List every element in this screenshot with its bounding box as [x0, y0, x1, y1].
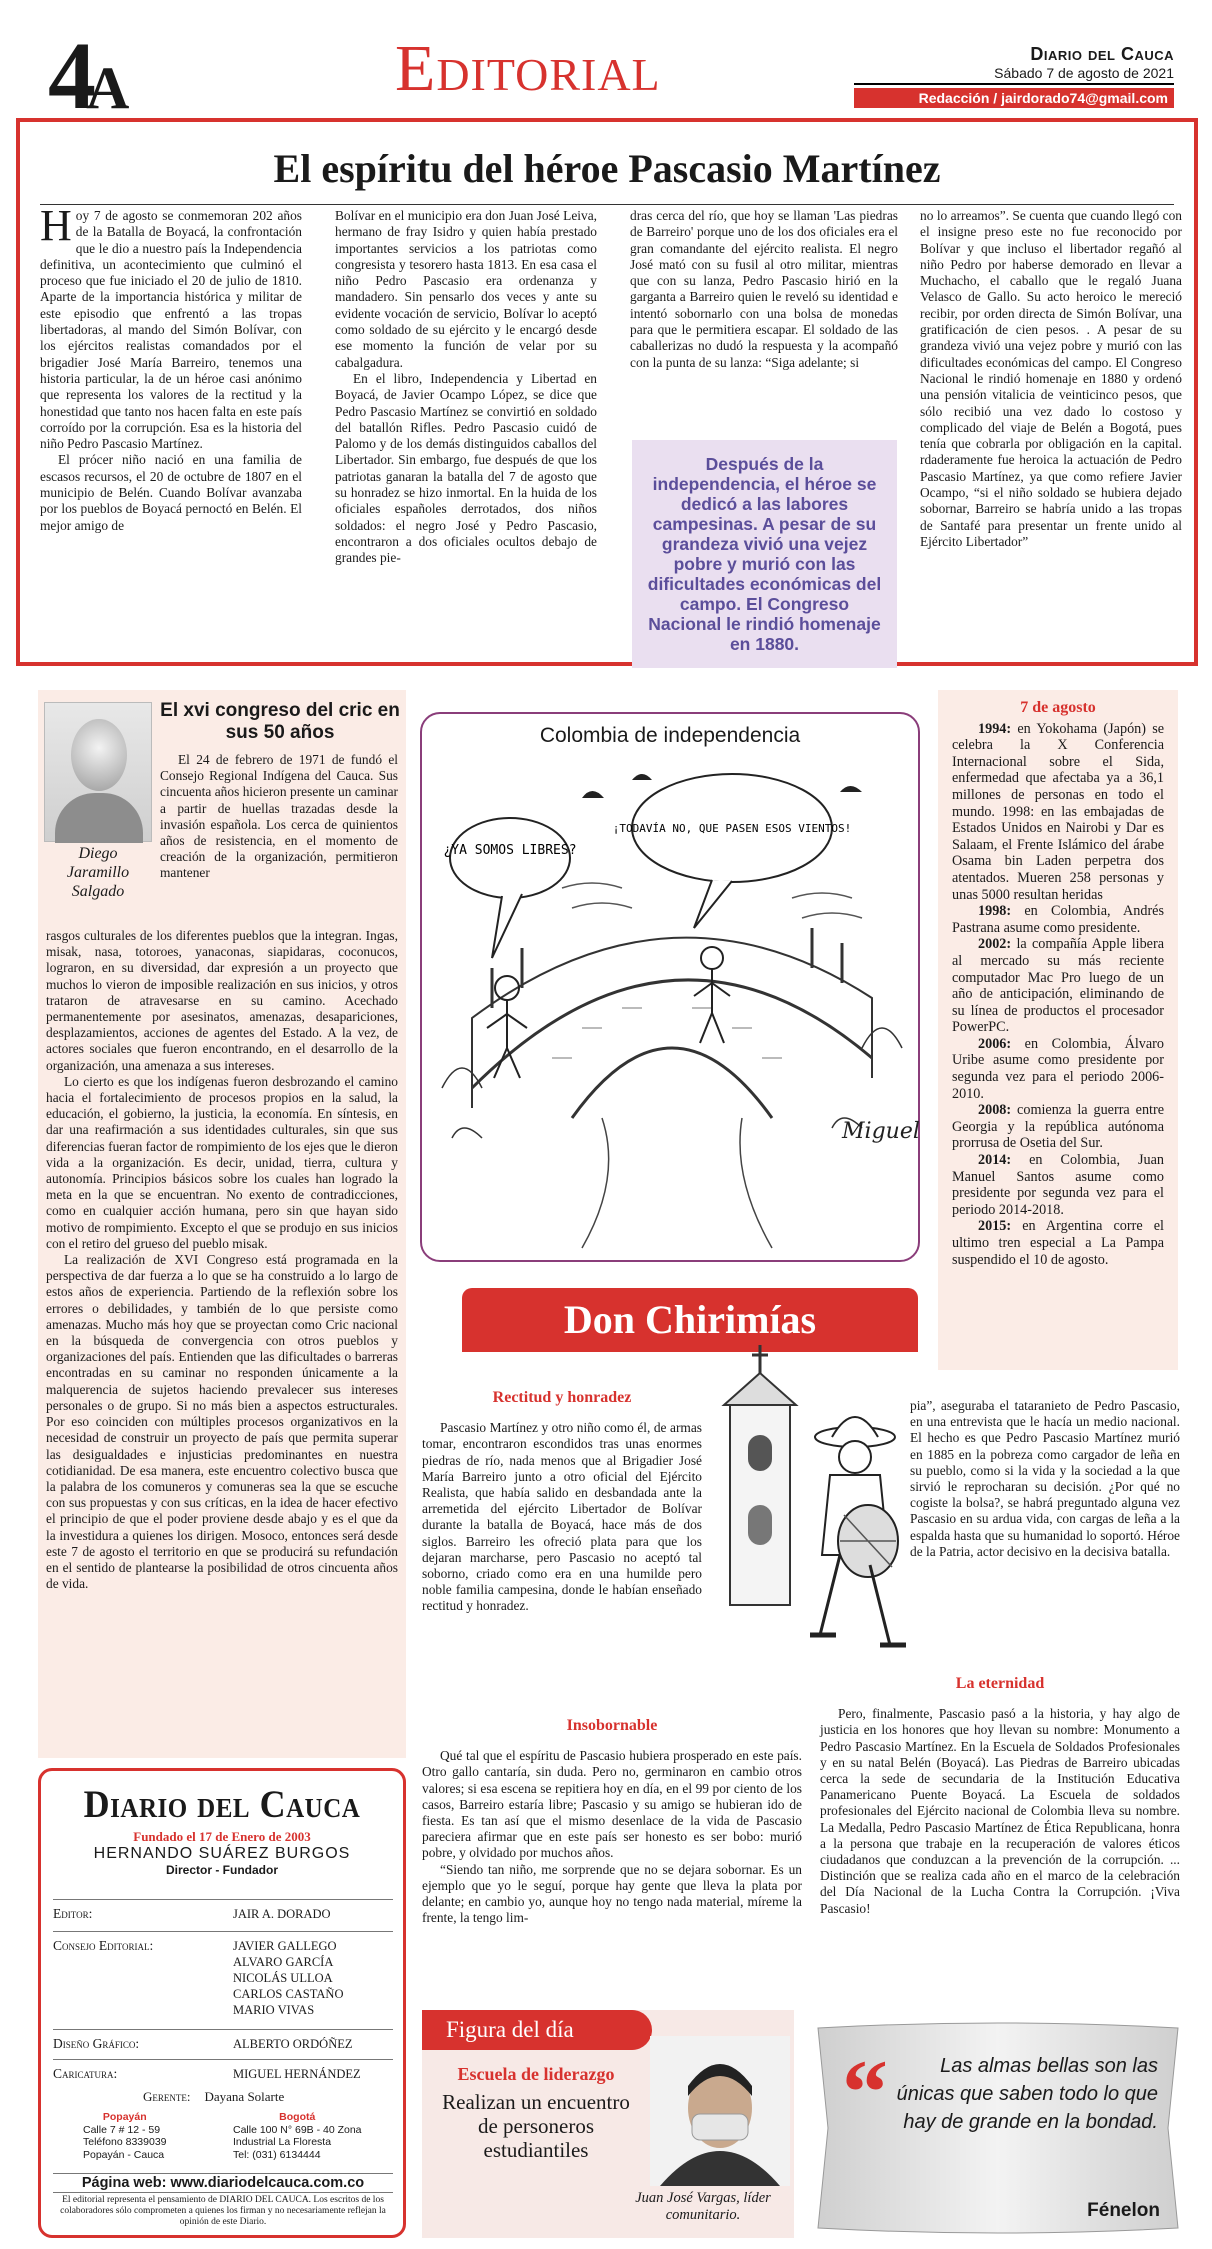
editorial-column-1: Hoy 7 de agosto se conmemoran 202 años de la Batalla de Boyacá, la confrontación que le dio a nuestro país la Independencia definitiva, un acontecimiento que culminó el proceso que fue iniciado el 20 de julio de 1810. Aparte de la importancia histórica y militar de este episodio que enfrentó a las tropas libertadoras, al mando del Simón Bolívar, con los ejércitos realistas comandados por el brigadier José María Barreiro, tenemos una historia particular, la de un héroe casi anónimo que representa los valores de la rectitud y la honestidad que tanto nos hacen falta en este país corroído por la corrupción. Esa es la historia del niño Pedro Pascasio Martínez. El prócer niño nació en una familia de escasos recursos, el 20 de octubre de 1807 en el municipio de Belén. Cuando Bolívar avanzaba por los pueblos de Boyacá pernoctó en Belén. El mejor amigo de — [40, 201, 302, 533]
editorial-box — [16, 118, 1198, 666]
founder-role: Director - Fundador — [165, 1863, 278, 1877]
opinion-column — [38, 690, 406, 1758]
issue-date: Sábado 7 de agosto de 2021 — [854, 65, 1174, 85]
masthead — [38, 1768, 406, 2238]
bubble-right-text: ¡TODAVÍA NO, QUE PASEN ESOS VIENTOS! — [612, 822, 852, 835]
figura-headline: Realizan un encuentro de personeros estudiantiles — [442, 2090, 630, 2162]
quote-mark: “ — [842, 2041, 888, 2143]
gerente-row: Gerente: Dayana Solarte — [143, 2089, 285, 2104]
efemeride-item: 1994: en Yokohama (Japón) se celebra la X Conferencia Internacional sobre el Sida, enfermedad que afectaba ya a 36,1 millones de personas en todo el mundo. 1998: en las embajadas de Estados Unidos en Nairobi y Dar es Salaam, el Frente Islámico del árabe Osama bin Laden perpetra dos atentados. Mueren 258 personas y unas 5000 resultan heridas — [952, 720, 1165, 903]
brand-name: Diario del Cauca — [1030, 44, 1174, 64]
quote-scroll — [808, 2018, 1188, 2238]
website-link[interactable]: Página web: www.diariodelcauca.com.co — [53, 2173, 393, 2193]
efemeride-item: 2006: en Colombia, Álvaro Uribe asume como presidente por segunda vez para el periodo 2006-2010. — [952, 1035, 1164, 1102]
figura-photo — [650, 2036, 790, 2186]
popayan-office: Popayán Calle 7 # 12 - 59 Teléfono 8339039 Popayán - Cauca — [83, 2111, 167, 2161]
efemeride-item: 2008: comienza la guerra entre Georgia y la república autónoma prorrusa de Osetia del Sur. — [952, 1102, 1165, 1152]
chirimias-section-4: La eternidad Pero, finalmente, Pascasio pasó a la historia, y hay algo de justicia en los honores que hoy llevan su nombre: Monumento a Pedro Pascasio Martínez. En la Escuela de Soldados Profesionales y en su natal Belén (Boyacá). Las Piedras de Barreiro ubicadas cerca la sede de secundaria de la Institución Educativa Panamericano Puente Boyacá. La Escuela de soldados profesionales del Ejército nacional de Colombia lleva su nombre. La Medalla, Pedro Pascasio Martínez de Ética Republicana, honra a la persona que trabaje en la recuperación de valores éticos ciudadanos que conduzcan a la prevención de la corrupción. ... Distinción que se realiza cada año en el marco de la celebración del Día Nacional de la Lucha Contra la Corrupción. ¡Viva Pascasio! — [820, 1675, 1180, 1916]
quote-text: Las almas bellas son las únicas que saben todo lo que hay de grande en la bondad. — [896, 2055, 1158, 2133]
masthead-logo: Diario del Cauca — [83, 1782, 361, 1826]
title-rule — [40, 204, 1174, 205]
section-title: Editorial — [395, 32, 661, 105]
header-info — [854, 44, 1174, 108]
efemerides-box — [938, 690, 1178, 1370]
figura-kicker: Escuela de liderazgo — [457, 2064, 615, 2084]
subhead-eternidad: La eternidad — [955, 1675, 1045, 1692]
author-name: Diego Jaramillo Salgado — [66, 845, 130, 900]
pull-quote: Después de la independencia, el héroe se dedicó a las labores campesinas. A pesar de su grandeza vivió una vejez pobre y murió con las dificultades económicas del campo. El Congreso Nacional le rindió homenaje en 1880. — [632, 440, 897, 668]
founder-name: HERNANDO SUÁREZ BURGOS — [93, 1845, 351, 1862]
diseno-row: Diseño Gráfico: ALBERTO ORDÓÑEZ — [53, 2029, 393, 2059]
cartoon-title: Colombia de independencia — [539, 724, 801, 747]
editorial-column-4: no lo arreamos”. Se cuenta que cuando llegó con el insigne preso este no fue reconocido por Bolívar y que incluso el libertador regañó al niño Pedro por haberse demorado en llevar a Muchacho, el caballo que le regaló Juana Velasco de Gallo. Su acto heroico le mereció recibir, por orden directa de Simón Bolívar, una gratificación de cien pesos. . A pesar de su grandeza vivió una vejez pobre y murió con las dificultades económicas del campo. El Congreso Nacional le rindió homenaje en 1880 y ordenó una pensión vitalicia de veinticinco pesos, que sólo recibió una vez dado lo costoso y complicado del viaje de Belén a Bogotá, pues tenía que cobrarla por obligación en la capital. rdaderamente fue heroica la actuación de Pedro Pascasio Martínez, ya que como refiere Javier Ocampo, “si el niño soldado se hubiera dejado sobornar, Barreiro se habría unido a las tropas de Santafé para presentar un frente unido al Ejército Libertador” — [920, 208, 1182, 549]
caricatura-row: Caricatura: MIGUEL HERNÁNDEZ — [53, 2059, 393, 2089]
quote-author: Fénelon — [1087, 2200, 1160, 2221]
subhead-insobornable: Insobornable — [566, 1717, 658, 1734]
opinion-text-body: rasgos culturales de los diferentes pueblos que la integran. Ingas, misak, nasa, totoroes, yanaconas, siapidaras, coconucos, lograron, en su diversidad, dar expresión a un proyecto que muchos lo vieron de imposible realización en sus inicios, y otros trataron de atravesarse en su camino. Acechado permanentemente por asesinatos, amenazas, desapariciones, desplazamientos, acciones de agentes del Estado. A la vez, de actores sociales que fueron encontrando, en el desarrollo de la organización, una amenaza a sus intereses. Lo cierto es que los indígenas fueron desbrozando el camino hacia el fortalecimiento de procesos propios en la salud, la educación, el gobierno, la justicia, la economía. En síntesis, en dar una reafirmación a sus identidades culturales, sin que sus diferencias fueran factor de rompimiento de los ejes que le dieron vida a la organización. Es decir, unidad, tierra, cultura y autonomía. Principios básicos sobre los cuales han logrado la meta en la que se encuentran. No exento de contradicciones, como en cualquier acción humana, pero sin que hayan sido motivo de rompimiento. Excepto el que se produjo en sus inicios con el retiro del grueso del pueblo misak. La realización de XVI Congreso está programada en la perspectiva de dar fuerza a lo que se ha construido a lo largo de estos años de experiencia. Partiendo de la reflexión sobre los errores o debilidades, y también de lo que persiste como amenazas. Mucho más hoy que se proyectan como Cric nacional en la búsqueda de convergencia con otros pueblos y organizaciones del país. Entienden que las dificultades o barreras encontradas en su caminar no responden únicamente a la malquerencia de sujetos haciendo prevalecer sus intereses personales o de grupo. Si no más bien a aspectos estructurales. Por eso coinciden con múltiples procesos organizativos en la necesidad de construir un proyecto de país que permita superar las desigualdades e injusticias predominantes en nuestra cotidianidad. De esa manera, este encuentro colectivo busca que la palabra de los comuneros y comuneras sea la que se escuche con sus propuestas y con sus críticas, en la idea de hacer efectivo el principio de que el poder proviene desde abajo y es el que da la investidura a quienes los dirigen. Mosoco, entonces será desde este 7 de agosto el territorio en que se producirá su refundación en el sentido de plantearse la posibilidad de otros cincuenta años de vida. — [46, 928, 398, 1592]
efemerides-title: 7 de agosto — [1020, 699, 1096, 716]
page-number: 4A — [48, 22, 126, 129]
bogota-office: Bogotá Calle 100 N° 69B - 40 Zona Industrial La Floresta Tel: (031) 6134444 — [233, 2111, 362, 2161]
don-chirimias-banner: Don Chirimías — [462, 1288, 918, 1352]
consejo-row: Consejo Editorial: JAVIER GALLEGO ALVARO GARCÍA NICOLÁS ULLOA CARLOS CASTAÑO MARIO VIVAS — [53, 1931, 393, 2031]
chirimias-section-1: Rectitud y honradez Pascasio Martínez y otro niño como él, de armas tomar, encontraron escondidos tras unas enormes piedras de río, nada menos que al Brigadier José María Barreiro junto a otro oficial del Ejército Realista, que había salido en desbandada ante la arremetida del ejército Libertador de Bolívar durante la batalla de Boyacá, hace más de dos siglos. Barreiro les ofreció plata para que los dejaran marcharse, pero Pascasio no aceptó tal soborno, criado como era en una humilde pero noble familia campesina, donde le habían enseñado rectitud y honradez. — [422, 1389, 702, 1614]
chirimias-section-3: pia”, aseguraba el tataranieto de Pedro Pascasio, en una entrevista que le hacía un medio nacional. El hecho es que Pedro Pascasio Martínez murió en 1885 en la pobreza como cargador de leña en su pueblo, como si la vida y la sociedad a la que sirvió le reprocharan su decisión. ¿Por qué no cogiste la bolsa?, se habrá preguntado alguna vez Pascasio en su ardua vida, con cargas de leña a la espalda hasta que su humanidad lo soportó. Héroe de la Patria, actor decisivo en la decisiva batalla. — [910, 1398, 1180, 1559]
efemeride-item: 1998: en Colombia, Andrés Pastrana asume como presidente. — [952, 903, 1164, 936]
cartoon-signature: Miguel — [842, 1119, 920, 1144]
figura-caption: Juan José Vargas, líder comunitario. — [635, 2190, 771, 2223]
page-letter: A — [86, 55, 126, 121]
editorial-column-2: Bolívar en el municipio era don Juan José Leiva, hermano de fray Isidro y quien había prestado importantes servicios a los patriotas como congresista y tesorero hasta 1813. En esa casa el niño Pedro Pascasio era ordenanza y mandadero. Sin pensarlo dos veces y ante su evidente vocación de servicio, Bolívar lo aceptó como soldado de su ejército y le encargó desde ese momento la función de velar por su cabalgadura. En el libro, Independencia y Libertad en Boyacá, de Javier Ocampo López, se dice que Pedro Pascasio Martínez se convirtió en soldado del batallón Rifles. Pedro Pascasio cuidó de Palomo y de los demás distinguidos caballos del Libertador. Sin embargo, fue después de que los patriotas ganaran la batalla del 7 de agosto que su honradez se hizo inmortal. En la huida de los oficiales españoles derrotados, dos niños soldados: el negro José y Pedro Pascasio, encontraron a dos oficiales ocultos debajo de grandes pie- — [335, 208, 597, 566]
subhead-rectitud: Rectitud y honradez — [492, 1389, 632, 1406]
editor-row: Editor: JAIR A. DORADO — [53, 1899, 393, 1929]
opinion-text-top: El 24 de febrero de 1971 de fundó el Consejo Regional Indígena del Cauca. Sus cincuenta años hicieron presente un caminar a partir de huellas trazadas desde la invasión española. Los cerca de quinientos años de resistencia, en el momento de creación de la organización, permitieron mantener — [160, 752, 398, 881]
efemeride-item: 2015: en Argentina corre el ultimo tren especial a La Pampa suspendido el 10 de agosto. — [952, 1218, 1164, 1268]
figura-banner: Figura del día — [422, 2010, 652, 2050]
redaccion-email[interactable]: Redacción / jairdorado74@gmail.com — [854, 88, 1174, 108]
bubble-left-text: ¿YA SOMOS LIBRES? — [443, 843, 577, 858]
chirimias-section-2: Insobornable Qué tal que el espíritu de Pascasio hubiera prosperado en este país. Otro gallo cantaría, sin duda. Pero no, germinaron en cambio otros valores; si esa escena se repitiera hoy en día, en el 99 por ciento de los casos, Barreiro estaría libre; Pascasio y su amigo se hubieran ido de fiesta. Es tan así que el mismo desenlace de la vida de Pascasio pareciera afirmar que en este país ser honesto es ser bobo: murió pobre, y olvidado por muchos años. “Siendo tan niño, me sorprende que no se dejara sobornar. Es un ejemplo que yo le seguí, porque hay gente que lleva la plata por delante; en cambio yo, aunque hoy no tengo nada material, míreme la frente, la tengo lim- — [422, 1717, 802, 1926]
cartoon-box — [420, 712, 920, 1262]
drop-cap: H — [40, 201, 72, 250]
disclaimer: El editorial representa el pensamiento de DIARIO DEL CAUCA. Los escritos de los colaboradores sólo comprometen a quienes los firman y no necesariamente reflejan la opinión de este Diario. — [60, 2195, 386, 2227]
efemeride-item: 2014: en Colombia, Juan Manuel Santos asume como presidente por segunda vez para el periodo 2014-2018. — [952, 1152, 1165, 1218]
author-photo — [44, 702, 152, 842]
cartoon-drawing — [432, 758, 920, 1254]
opinion-title: El xvi congreso del cric en sus 50 años — [160, 700, 400, 743]
figura-del-dia — [422, 2010, 794, 2238]
efemeride-item: 2002: la compañía Apple libera al mercado su más reciente computador Mac Pro luego de un año de anticipación, eliminando de su línea de productos el procesador PowerPC. — [952, 936, 1164, 1036]
founded-date: Fundado el 17 de Enero de 2003 — [133, 1829, 311, 1844]
editorial-column-3: dras cerca del río, que hoy se llaman 'Las piedras de Barreiro' porque uno de los dos oficiales era el gran comandante del ejército realista. El negro José mató con su fusil al otro militar, mientras que con su lanza, Pedro Pascasio hirió en la garganta a Barreiro quien le reveló su identidad e intentó sobornarlo con una bolsa de monedas para que le permitiera escapar. El soldado de las caballerizas no dudó la respuesta y la acompañó con la punta de su lanza: “Siga adelante; si — [630, 208, 898, 370]
editorial-title: El espíritu del héroe Pascasio Martínez — [273, 146, 941, 191]
